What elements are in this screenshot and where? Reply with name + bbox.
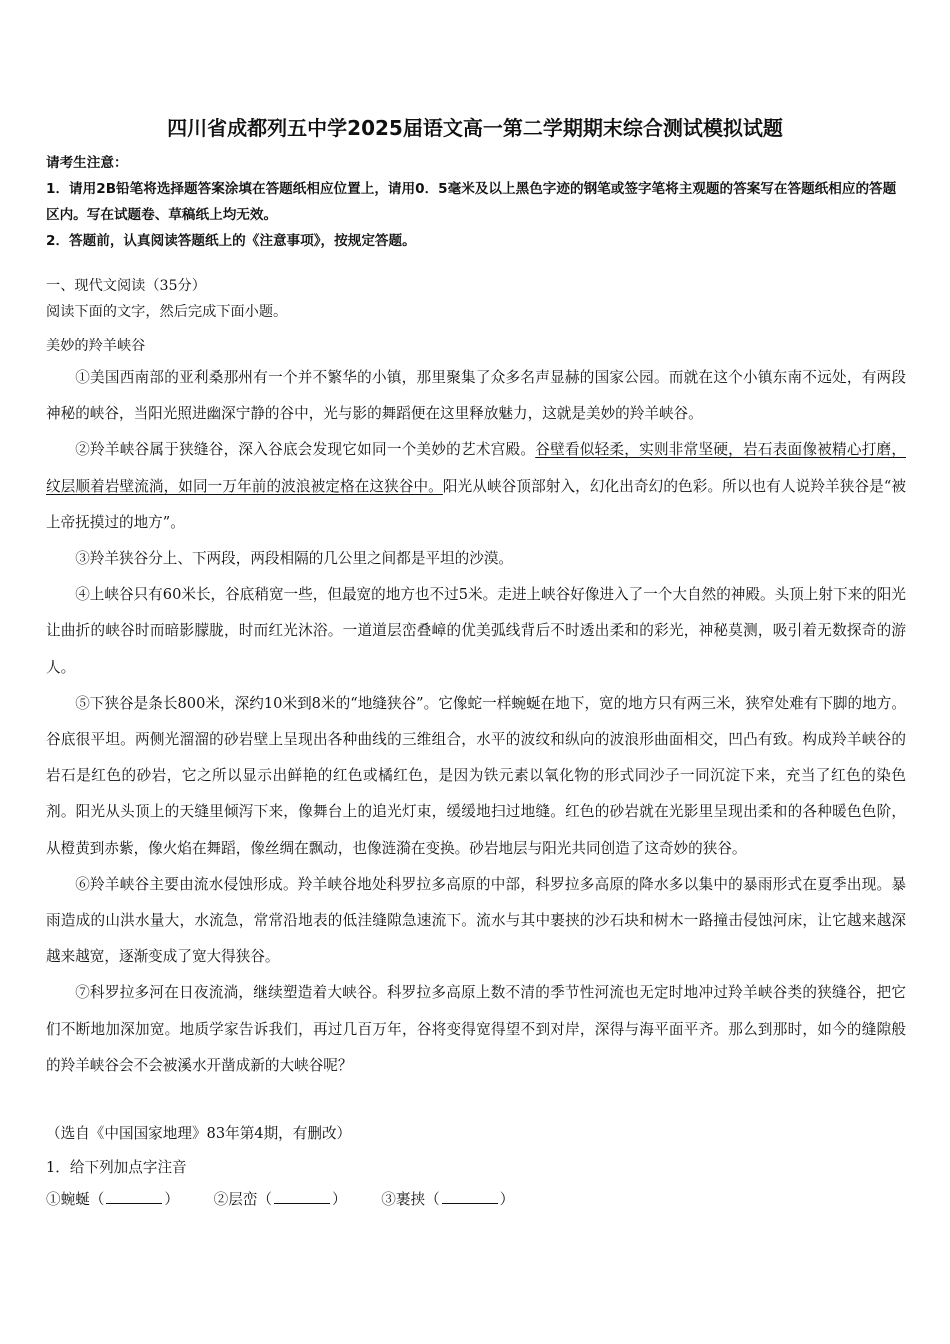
item-3-close: ） [499, 1191, 515, 1208]
article-title: 美妙的羚羊峡谷 [46, 338, 146, 354]
item-1-label: ①蜿蜒（ [46, 1191, 105, 1208]
notice-item-2: 2．答题前，认真阅读答题纸上的《注意事项》，按规定答题。 [46, 233, 416, 249]
paragraph-2-end: 阳光从峡谷顶部射入，幻化出奇幻的色彩。所以也有人说羚羊狭谷是“被上帝抚摸过的地方”。 [46, 477, 906, 531]
notice-item-1: 1．请用2B铅笔将选择题答案涂填在答题纸相应位置上，请用0．5毫米及以上黑色字迹的钢笔或签字笔将主观题的答案写在答题纸相应的答题区内。写在试题卷、草稿纸上均无效。 [46, 181, 897, 223]
paragraph-2 [46, 432, 906, 541]
paragraph-5: ⑤下狭谷是条长800米，深约10米到8米的“地缝狭谷”。它像蛇一样蜿蜒在地下，宽的地方只有两三米，狭窄处难有下脚的地方。谷底很平坦。两侧光溜溜的砂岩壁上呈现出各种曲线的三维组合，水平的波纹和纵向的波浪形曲面相交，凹凸有致。构成羚羊峡谷的岩石是红色的砂岩，它之所以显示出鲜艳的红色或橘红色，是因为铁元素以氧化物的形式同沙子一同沉淀下来，充当了红色的染色剂。阳光从头顶上的天缝里倾泻下来，像舞台上的追光灯束，缓缓地扫过地缝。红色的砂岩就在光影里呈现出柔和的各种暖色色阶，从橙黄到赤紫，像火焰在舞蹈，像丝绸在飘动，也像涟漪在变换。砂岩地层与阳光共同创造了这奇妙的狭谷。 [46, 694, 906, 857]
item-1-close: ） [164, 1191, 179, 1208]
underlined-sentence: 谷壁看似轻柔，实则非常坚硬，岩石表面像被精心打磨，纹层顺着岩壁流淌，如同一万年前的波浪被定格在这狭谷中。 [46, 441, 906, 495]
paragraph-7: ⑦科罗拉多河在日夜流淌，继续塑造着大峡谷。科罗拉多高原上数不清的季节性河流也无定时地冲过羚羊峡谷类的狭缝谷，把它们不断地加深加宽。地质学家告诉我们，再过几百万年，谷将变得宽得望不到对岸，深得与海平面平齐。那么到那时，如今的缝隙般的羚羊峡谷会不会被溪水开凿成新的大峡谷呢？ [46, 984, 906, 1074]
exam-notice [46, 150, 906, 254]
item-3-label: ③裹挟（ [381, 1191, 440, 1208]
source-citation: （选自《中国国家地理》83年第4期，有删改） [46, 1125, 352, 1142]
paragraph-1: ①美国西南部的亚利桑那州有一个并不繁华的小镇，那里聚集了众多名声显赫的国家公园。而就在这个小镇东南不远处，有两段神秘的峡谷，当阳光照进幽深宁静的谷中，光与影的舞蹈便在这里释放魅力，这就是美妙的羚羊峡谷。 [46, 369, 906, 423]
paragraph-4: ④上峡谷只有60米长，谷底稍宽一些，但最宽的地方也不过5米。走进上峡谷好像进入了一个大自然的神殿。头顶上射下来的阳光让曲折的峡谷时而暗影朦胧，时而红光沐浴。一道道层峦叠嶂的优美弧线背后不时透出柔和的彩光，神秘莫测，吸引着无数探奇的游人。 [46, 586, 906, 676]
question-1-item-1 [46, 1191, 179, 1208]
question-1-stem: 1．给下列加点字注音 [46, 1159, 187, 1176]
answer-blank-2[interactable] [274, 1189, 330, 1204]
answer-blank-3[interactable] [442, 1189, 498, 1204]
item-2-close: ） [332, 1191, 347, 1208]
answer-blank-1[interactable] [106, 1189, 162, 1204]
question-1-items [46, 1188, 544, 1212]
paragraph-2-start: ②羚羊峡谷属于狭缝谷，深入谷底会发现它如同一个美妙的艺术宫殿。 [75, 441, 536, 459]
paragraph-3: ③羚羊狭谷分上、下两段，两段相隔的几公里之间都是平坦的沙漠。 [75, 550, 514, 568]
page-title: 四川省成都列五中学2025届语文高一第二学期期末综合测试模拟试题 [167, 116, 783, 140]
question-1-item-3 [381, 1191, 514, 1208]
question-1-item-2 [214, 1191, 347, 1208]
notice-heading: 请考生注意： [46, 155, 128, 171]
item-2-label: ②层峦（ [213, 1191, 273, 1208]
article-body [46, 360, 906, 1084]
section-heading: 一、现代文阅读（35分） [46, 278, 206, 294]
paragraph-6: ⑥羚羊峡谷主要由流水侵蚀形成。羚羊峡谷地处科罗拉多高原的中部，科罗拉多高原的降水多以集中的暴雨形式在夏季出现。暴雨造成的山洪水量大，水流急，常常沿地表的低洼缝隙急速流下。流水与其中裹挟的沙石块和树木一路撞击侵蚀河床，让它越来越深越来越宽，逐渐变成了宽大得狭谷。 [46, 875, 906, 966]
section-instruction: 阅读下面的文字，然后完成下面小题。 [46, 304, 288, 320]
